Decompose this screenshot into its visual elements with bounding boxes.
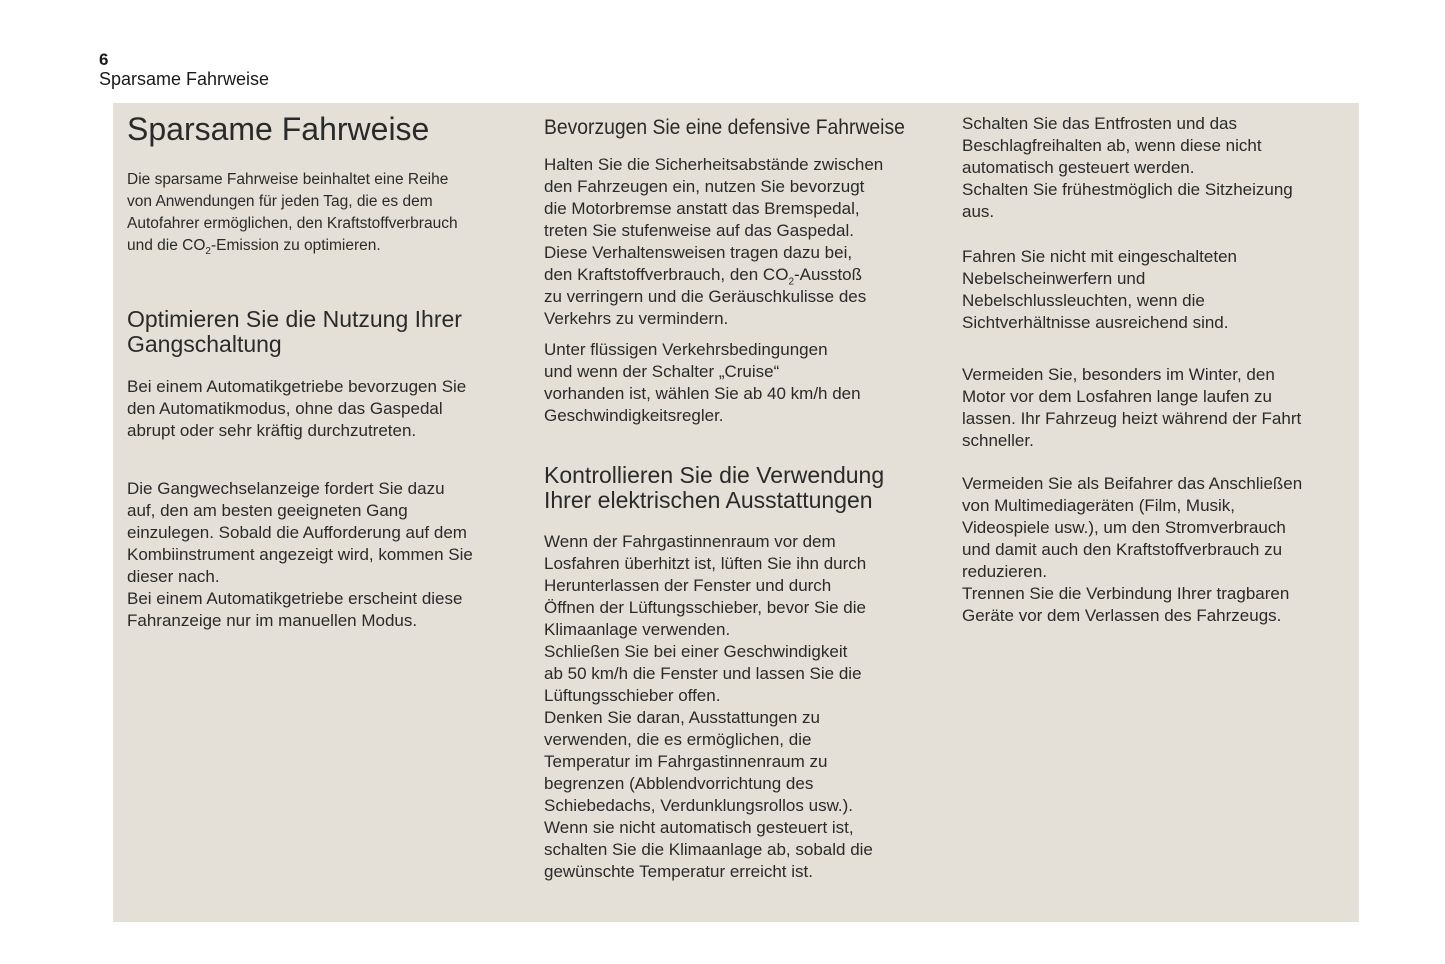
text-line: Nebelscheinwerfern und [962,269,1146,288]
text-line: Denken Sie daran, Ausstattungen zu [544,708,820,727]
text-line: abrupt oder sehr kräftig durchzutreten. [127,421,417,440]
paragraph-defrost [962,113,1293,223]
content-panel [113,103,1359,922]
text-line: auf, den am besten geeigneten Gang [127,501,408,520]
paragraph-safety-distance [544,154,883,330]
heading-line: Gangschaltung [127,331,282,357]
text-line: Wenn sie nicht automatisch gesteuert ist, [544,818,854,837]
text-line: die Motorbremse anstatt das Bremspedal, [544,199,860,218]
intro-co2-post: -Emission zu optimieren. [210,237,381,254]
text-line: Unter flüssigen Verkehrsbedingungen [544,340,828,359]
text-line: Losfahren überhitzt ist, lüften Sie ihn durch [544,554,867,573]
text-line: Verkehrs zu vermindern. [544,309,729,328]
text-line: und damit auch den Kraftstoffverbrauch zu [962,540,1283,559]
text-line: Geschwindigkeitsregler. [544,406,724,425]
co2-pre: den Kraftstoffverbrauch, den CO [544,265,789,284]
intro-co2-pre: und die CO [127,237,206,254]
heading-line: Kontrollieren Sie die Verwendung [544,462,885,488]
text-line: Bei einem Automatikgetriebe bevorzugen Sie [127,377,467,396]
text-line: Vermeiden Sie als Beifahrer das Anschließen [962,474,1303,493]
text-line: lassen. Ihr Fahrzeug heizt während der Fahrt [962,409,1302,428]
paragraph-automatic [127,376,466,442]
text-line: Sichtverhältnisse ausreichend sind. [962,313,1229,332]
paragraph-engine-warmup [962,364,1301,452]
main-title: Sparsame Fahrweise [127,111,430,147]
heading-line: Ihrer elektrischen Ausstattungen [544,487,873,513]
text-line: und wenn der Schalter „Cruise“ [544,362,780,381]
text-line: Fahranzeige nur im manuellen Modus. [127,611,418,630]
heading-defensive-driving: Bevorzugen Sie eine defensive Fahrweise [544,116,905,139]
text-line: einzulegen. Sobald die Aufforderung auf dem [127,523,467,542]
text-line: Kombiinstrument angezeigt wird, kommen Sie [127,545,473,564]
text-line: schalten Sie die Klimaanlage ab, sobald die [544,840,873,859]
text-line: aus. [962,202,995,221]
intro-paragraph [127,169,512,257]
text-line: dieser nach. [127,567,220,586]
text-line: den Fahrzeugen ein, nutzen Sie bevorzugt [544,177,865,196]
text-line: Vermeiden Sie, besonders im Winter, den [962,365,1275,384]
text-line: Öffnen der Lüftungsschieber, bevor Sie die [544,598,866,617]
text-line: ab 50 km/h die Fenster und lassen Sie die [544,664,862,683]
co2-sub: 2 [788,276,794,288]
paragraph-cruise [544,339,861,427]
text-line: von Multimediageräten (Film, Musik, [962,496,1236,515]
heading-line: Optimieren Sie die Nutzung Ihrer [127,306,462,332]
text-line: Schiebedachs, Verdunklungsrollos usw.). [544,796,854,815]
text-line: automatisch gesteuert werden. [962,158,1195,177]
text-line: Motor vor dem Losfahren lange laufen zu [962,387,1272,406]
text-line: Fahren Sie nicht mit eingeschalteten [962,247,1237,266]
text-line: Videospiele usw.), um den Stromverbrauch [962,518,1286,537]
text-line: reduzieren. [962,562,1048,581]
text-line: gewünschte Temperatur erreicht ist. [544,862,813,881]
text-line: Bei einem Automatikgetriebe erscheint diese [127,589,463,608]
text-line: Klimaanlage verwenden. [544,620,731,639]
text-line: Schließen Sie bei einer Geschwindigkeit [544,642,848,661]
intro-co2-sub: 2 [205,246,211,258]
co2-post: -Ausstoß [794,265,863,284]
text-line: zu verringern und die Geräuschkulisse des [544,287,867,306]
paragraph-multimedia [962,473,1302,627]
text-line: Lüftungsschieber offen. [544,686,721,705]
text-line: vorhanden ist, wählen Sie ab 40 km/h den [544,384,861,403]
text-line: Wenn der Fahrgastinnenraum vor dem [544,532,836,551]
text-line: Halten Sie die Sicherheitsabstände zwischen [544,155,884,174]
text-line: Beschlagfreihalten ab, wenn diese nicht [962,136,1262,155]
text-line: begrenzen (Abblendvorrichtung des [544,774,814,793]
heading-gear-shift [127,307,462,357]
paragraph-fog-lights [962,246,1237,334]
intro-line: Die sparsame Fahrweise beinhaltet eine Reihe [127,171,449,188]
text-line: verwenden, die es ermöglichen, die [544,730,812,749]
text-line [544,264,883,286]
paragraph-gear-indicator [127,478,473,632]
heading-electrical-equipment [544,463,884,513]
text-line: Nebelschlussleuchten, wenn die [962,291,1205,310]
text-line: Temperatur im Fahrgastinnenraum zu [544,752,828,771]
intro-line [127,235,512,257]
text-line: Schalten Sie frühestmöglich die Sitzheizung [962,180,1293,199]
text-line: Herunterlassen der Fenster und durch [544,576,832,595]
text-line: den Automatikmodus, ohne das Gaspedal [127,399,443,418]
text-line: Die Gangwechselanzeige fordert Sie dazu [127,479,445,498]
intro-line: Autofahrer ermöglichen, den Kraftstoffverbrauch [127,215,458,232]
text-line: Diese Verhaltensweisen tragen dazu bei, [544,243,853,262]
text-line: schneller. [962,431,1034,450]
text-line: Geräte vor dem Verlassen des Fahrzeugs. [962,606,1282,625]
text-line: treten Sie stufenweise auf das Gaspedal. [544,221,854,240]
page-header: Sparsame Fahrweise [99,69,270,89]
text-line: Trennen Sie die Verbindung Ihrer tragbaren [962,584,1290,603]
intro-line: von Anwendungen für jeden Tag, die es dem [127,193,433,210]
text-line: Schalten Sie das Entfrosten und das [962,114,1238,133]
paragraph-cabin-temperature [544,531,873,883]
page-number: 6 [99,50,109,69]
